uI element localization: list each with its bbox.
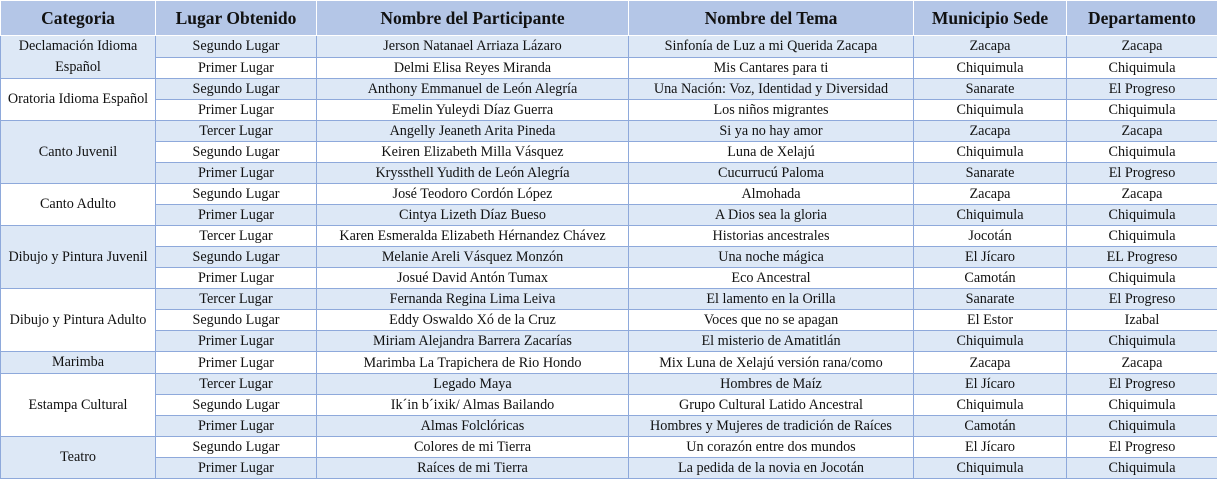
participante-cell: Raíces de mi Tierra xyxy=(317,458,629,479)
participante-cell: Almas Folclóricas xyxy=(317,416,629,437)
departamento-cell: Zacapa xyxy=(1067,184,1217,205)
table-row xyxy=(1,247,1217,268)
table-row xyxy=(1,226,1217,247)
participante-cell: Marimba La Trapichera de Rio Hondo xyxy=(317,352,629,374)
table-row xyxy=(1,437,1217,458)
municipio-cell: El Jícaro xyxy=(914,374,1067,395)
header-departamento: Departamento xyxy=(1067,1,1217,36)
table-row xyxy=(1,352,1217,374)
table-row xyxy=(1,395,1217,416)
participante-cell: Melanie Areli Vásquez Monzón xyxy=(317,247,629,268)
category-cell: Marimba xyxy=(1,352,156,374)
header-municipio-sede: Municipio Sede xyxy=(914,1,1067,36)
municipio-cell: Zacapa xyxy=(914,121,1067,142)
header-nombre-tema: Nombre del Tema xyxy=(629,1,914,36)
departamento-cell: Zacapa xyxy=(1067,352,1217,374)
participante-cell: Miriam Alejandra Barrera Zacarías xyxy=(317,331,629,352)
table-row xyxy=(1,458,1217,479)
participante-cell: Angelly Jeaneth Arita Pineda xyxy=(317,121,629,142)
departamento-cell: El Progreso xyxy=(1067,163,1217,184)
participante-cell: Eddy Oswaldo Xó de la Cruz xyxy=(317,310,629,331)
table-row xyxy=(1,416,1217,437)
tema-cell: Si ya no hay amor xyxy=(629,121,914,142)
tema-cell: Sinfonía de Luz a mi Querida Zacapa xyxy=(629,36,914,58)
municipio-cell: El Jícaro xyxy=(914,247,1067,268)
tema-cell: Luna de Xelajú xyxy=(629,142,914,163)
participante-cell: Emelin Yuleydi Díaz Guerra xyxy=(317,100,629,121)
tema-cell: Eco Ancestral xyxy=(629,268,914,289)
departamento-cell: Chiquimula xyxy=(1067,100,1217,121)
municipio-cell: Chiquimula xyxy=(914,57,1067,79)
municipio-cell: Camotán xyxy=(914,268,1067,289)
municipio-cell: Chiquimula xyxy=(914,205,1067,226)
tema-cell: Grupo Cultural Latido Ancestral xyxy=(629,395,914,416)
header-nombre-participante: Nombre del Participante xyxy=(317,1,629,36)
table-row xyxy=(1,100,1217,121)
table-row xyxy=(1,331,1217,352)
lugar-cell: Segundo Lugar xyxy=(156,79,317,100)
municipio-cell: Jocotán xyxy=(914,226,1067,247)
participante-cell: Anthony Emmanuel de León Alegría xyxy=(317,79,629,100)
table-row xyxy=(1,57,1217,79)
departamento-cell: El Progreso xyxy=(1067,374,1217,395)
category-cell: Declamación Idioma Español xyxy=(1,36,156,79)
municipio-cell: Chiquimula xyxy=(914,142,1067,163)
municipio-cell: Sanarate xyxy=(914,163,1067,184)
municipio-cell: El Estor xyxy=(914,310,1067,331)
category-cell: Canto Juvenil xyxy=(1,121,156,184)
tema-cell: Los niños migrantes xyxy=(629,100,914,121)
departamento-cell: El Progreso xyxy=(1067,289,1217,310)
participante-cell: Cintya Lizeth Díaz Bueso xyxy=(317,205,629,226)
header-categoria: Categoria xyxy=(1,1,156,36)
departamento-cell: Chiquimula xyxy=(1067,205,1217,226)
departamento-cell: Chiquimula xyxy=(1067,331,1217,352)
table-row xyxy=(1,121,1217,142)
tema-cell: Hombres de Maíz xyxy=(629,374,914,395)
lugar-cell: Primer Lugar xyxy=(156,458,317,479)
lugar-cell: Primer Lugar xyxy=(156,57,317,79)
lugar-cell: Tercer Lugar xyxy=(156,289,317,310)
participante-cell: Karen Esmeralda Elizabeth Hérnandez Chávez xyxy=(317,226,629,247)
participante-cell: Jerson Natanael Arriaza Lázaro xyxy=(317,36,629,58)
departamento-cell: Chiquimula xyxy=(1067,142,1217,163)
municipio-cell: Sanarate xyxy=(914,79,1067,100)
tema-cell: Voces que no se apagan xyxy=(629,310,914,331)
tema-cell: A Dios sea la gloria xyxy=(629,205,914,226)
municipio-cell: Chiquimula xyxy=(914,331,1067,352)
departamento-cell: Chiquimula xyxy=(1067,458,1217,479)
departamento-cell: Zacapa xyxy=(1067,36,1217,58)
participante-cell: Kryssthell Yudith de León Alegría xyxy=(317,163,629,184)
header-row xyxy=(1,1,1217,36)
category-cell: Teatro xyxy=(1,437,156,479)
municipio-cell: Chiquimula xyxy=(914,458,1067,479)
municipio-cell: Camotán xyxy=(914,416,1067,437)
departamento-cell: Chiquimula xyxy=(1067,268,1217,289)
table-row xyxy=(1,289,1217,310)
tema-cell: El lamento en la Orilla xyxy=(629,289,914,310)
table-row xyxy=(1,310,1217,331)
tema-cell: Un corazón entre dos mundos xyxy=(629,437,914,458)
tema-cell: Historias ancestrales xyxy=(629,226,914,247)
table-row xyxy=(1,142,1217,163)
lugar-cell: Segundo Lugar xyxy=(156,310,317,331)
table-header xyxy=(1,1,1217,36)
participante-cell: Ik´in b´ixik/ Almas Bailando xyxy=(317,395,629,416)
lugar-cell: Tercer Lugar xyxy=(156,374,317,395)
municipio-cell: Chiquimula xyxy=(914,395,1067,416)
participante-cell: Josué David Antón Tumax xyxy=(317,268,629,289)
municipio-cell: Chiquimula xyxy=(914,100,1067,121)
lugar-cell: Primer Lugar xyxy=(156,268,317,289)
departamento-cell: Chiquimula xyxy=(1067,416,1217,437)
departamento-cell: Chiquimula xyxy=(1067,226,1217,247)
departamento-cell: Chiquimula xyxy=(1067,395,1217,416)
departamento-cell: El Progreso xyxy=(1067,437,1217,458)
lugar-cell: Primer Lugar xyxy=(156,205,317,226)
category-cell: Estampa Cultural xyxy=(1,374,156,437)
lugar-cell: Segundo Lugar xyxy=(156,36,317,58)
tema-cell: Cucurrucú Paloma xyxy=(629,163,914,184)
municipio-cell: Zacapa xyxy=(914,352,1067,374)
departamento-cell: El Progreso xyxy=(1067,79,1217,100)
participante-cell: Delmi Elisa Reyes Miranda xyxy=(317,57,629,79)
table-row xyxy=(1,79,1217,100)
participante-cell: Legado Maya xyxy=(317,374,629,395)
table-row xyxy=(1,36,1217,58)
lugar-cell: Primer Lugar xyxy=(156,163,317,184)
tema-cell: Hombres y Mujeres de tradición de Raíces xyxy=(629,416,914,437)
tema-cell: Almohada xyxy=(629,184,914,205)
table-row xyxy=(1,205,1217,226)
municipio-cell: Sanarate xyxy=(914,289,1067,310)
category-cell: Dibujo y Pintura Adulto xyxy=(1,289,156,352)
participante-cell: José Teodoro Cordón López xyxy=(317,184,629,205)
header-lugar-obtenido: Lugar Obtenido xyxy=(156,1,317,36)
lugar-cell: Segundo Lugar xyxy=(156,247,317,268)
participante-cell: Fernanda Regina Lima Leiva xyxy=(317,289,629,310)
participante-cell: Keiren Elizabeth Milla Vásquez xyxy=(317,142,629,163)
municipio-cell: Zacapa xyxy=(914,36,1067,58)
table-body xyxy=(1,36,1217,479)
municipio-cell: Zacapa xyxy=(914,184,1067,205)
departamento-cell: Zacapa xyxy=(1067,121,1217,142)
tema-cell: Mis Cantares para ti xyxy=(629,57,914,79)
tema-cell: Una noche mágica xyxy=(629,247,914,268)
table-row xyxy=(1,163,1217,184)
category-cell: Canto Adulto xyxy=(1,184,156,226)
municipio-cell: El Jícaro xyxy=(914,437,1067,458)
tema-cell: Una Nación: Voz, Identidad y Diversidad xyxy=(629,79,914,100)
lugar-cell: Primer Lugar xyxy=(156,331,317,352)
departamento-cell: Chiquimula xyxy=(1067,57,1217,79)
lugar-cell: Primer Lugar xyxy=(156,416,317,437)
departamento-cell: Izabal xyxy=(1067,310,1217,331)
lugar-cell: Tercer Lugar xyxy=(156,226,317,247)
lugar-cell: Primer Lugar xyxy=(156,100,317,121)
lugar-cell: Segundo Lugar xyxy=(156,184,317,205)
category-cell: Oratoria Idioma Español xyxy=(1,79,156,121)
lugar-cell: Segundo Lugar xyxy=(156,395,317,416)
participante-cell: Colores de mi Tierra xyxy=(317,437,629,458)
category-cell: Dibujo y Pintura Juvenil xyxy=(1,226,156,289)
table-row xyxy=(1,184,1217,205)
lugar-cell: Segundo Lugar xyxy=(156,142,317,163)
table-row xyxy=(1,374,1217,395)
lugar-cell: Tercer Lugar xyxy=(156,121,317,142)
lugar-cell: Primer Lugar xyxy=(156,352,317,374)
tema-cell: El misterio de Amatitlán xyxy=(629,331,914,352)
tema-cell: La pedida de la novia en Jocotán xyxy=(629,458,914,479)
departamento-cell: EL Progreso xyxy=(1067,247,1217,268)
lugar-cell: Segundo Lugar xyxy=(156,437,317,458)
tema-cell: Mix Luna de Xelajú versión rana/como xyxy=(629,352,914,374)
table-row xyxy=(1,268,1217,289)
